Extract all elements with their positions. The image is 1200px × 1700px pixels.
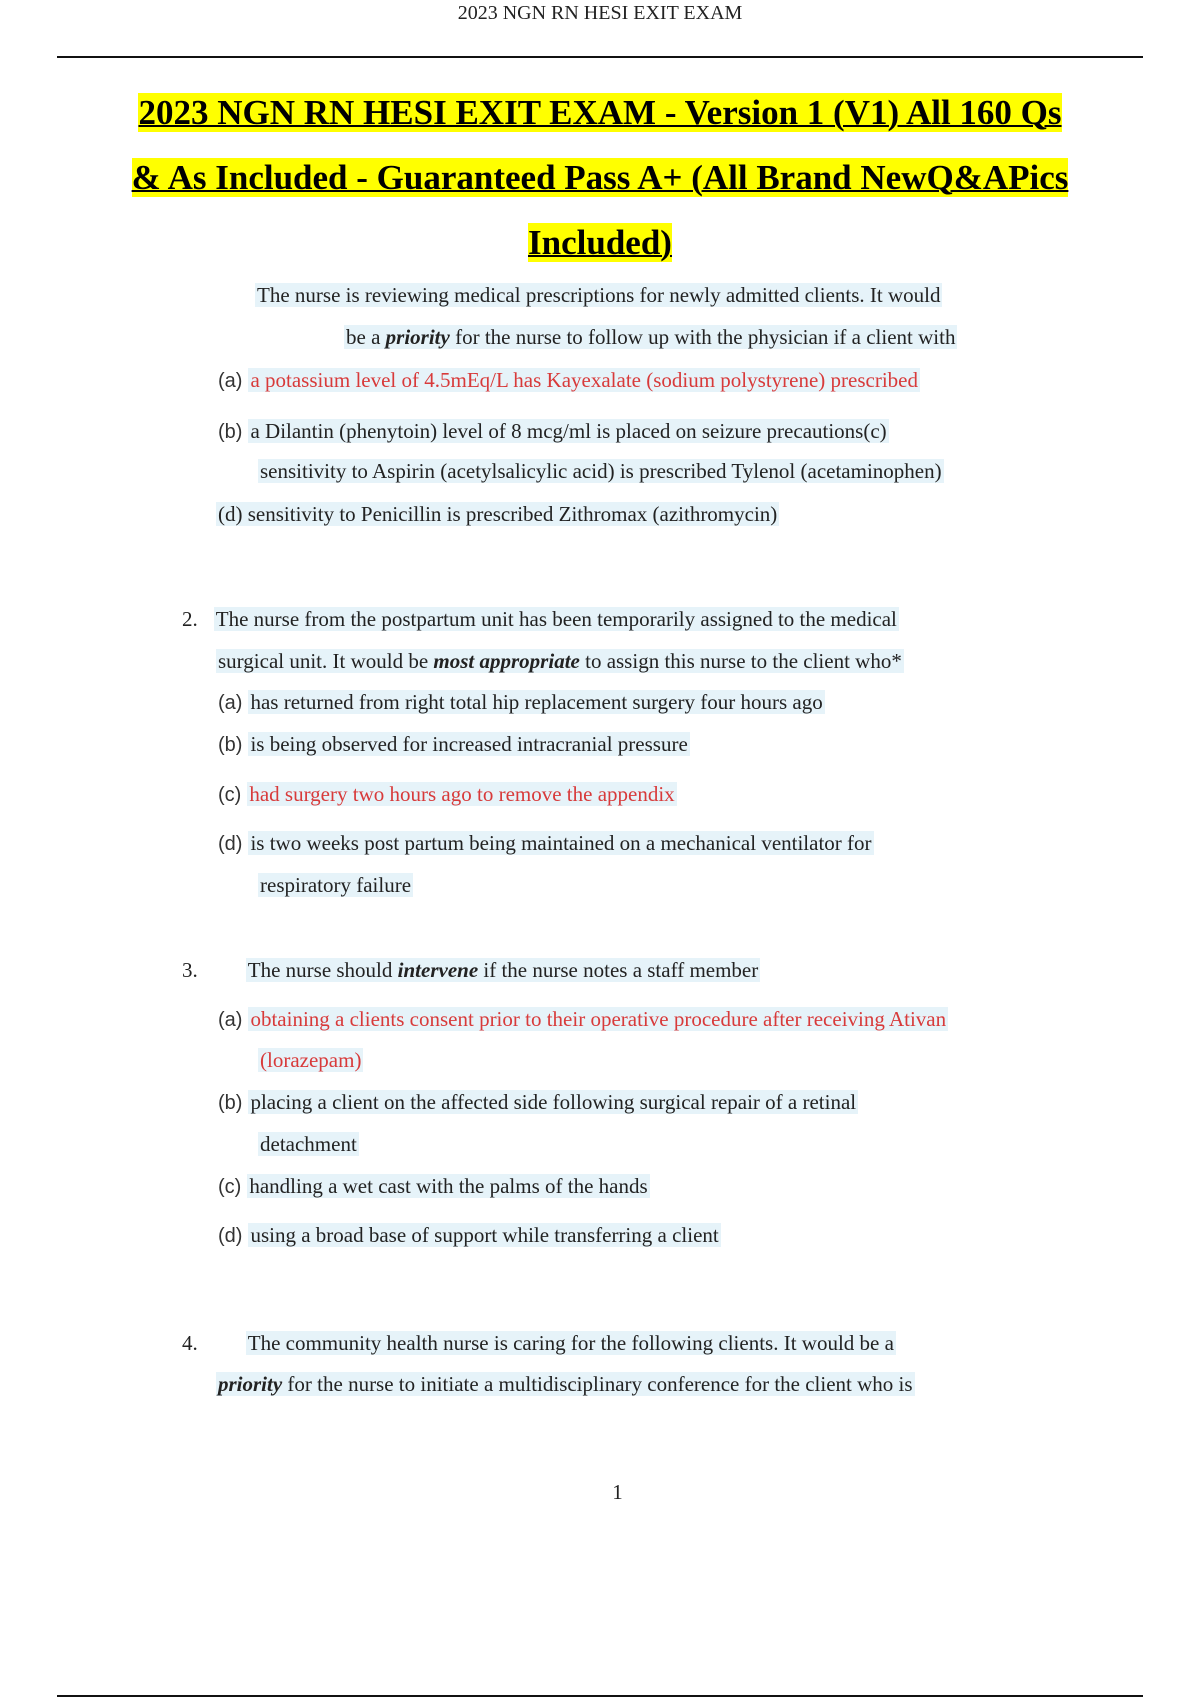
header-rule bbox=[57, 56, 1143, 58]
q2-option-d-continued: respiratory failure bbox=[260, 873, 412, 897]
q1-stem-line-2: be a priority for the nurse to follow up with the physician if a client with bbox=[346, 325, 956, 349]
document-title bbox=[60, 80, 1140, 275]
q1-option-a: (a) a potassium level of 4.5mEq/L has Kayexalate (sodium polystyrene) prescribed bbox=[218, 368, 918, 392]
q3-option-d: (d) using a broad base of support while transferring a client bbox=[218, 1223, 719, 1247]
q2-option-c: (c) had surgery two hours ago to remove the appendix bbox=[218, 782, 675, 806]
running-header: 2023 NGN RN HESI EXIT EXAM bbox=[457, 2, 743, 24]
q3-option-c: (c) handling a wet cast with the palms of the hands bbox=[218, 1174, 648, 1198]
q1-option-b: (b) a Dilantin (phenytoin) level of 8 mcg/ml is placed on seizure precautions(c) bbox=[218, 419, 887, 443]
q4-stem-line-2: priority for the nurse to initiate a multidisciplinary conference for the client who is bbox=[218, 1372, 913, 1396]
q3-option-a: (a) obtaining a clients consent prior to their operative procedure after receiving Ativan bbox=[218, 1007, 947, 1031]
q1-option-c: sensitivity to Aspirin (acetylsalicylic acid) is prescribed Tylenol (acetaminophen) bbox=[260, 459, 942, 483]
q4-stem-line-1: 4. The community health nurse is caring for the following clients. It would be a bbox=[182, 1331, 894, 1355]
page-number: 1 bbox=[612, 1480, 623, 1504]
q1-stem-line-1: The nurse is reviewing medical prescriptions for newly admitted clients. It would bbox=[257, 283, 941, 307]
footer-rule bbox=[57, 1695, 1143, 1697]
title-line-2: & As Included - Guaranteed Pass A+ (All Brand NewQ&APics bbox=[131, 158, 1069, 197]
q2-stem-line-2: surgical unit. It would be most appropriate to assign this nurse to the client who* bbox=[218, 649, 902, 673]
q4-number: 4. bbox=[182, 1331, 198, 1355]
q2-stem-line-1: 2. The nurse from the postpartum unit has been temporarily assigned to the medical bbox=[182, 607, 897, 631]
title-line-1: 2023 NGN RN HESI EXIT EXAM - Version 1 (V1) All 160 Qs bbox=[138, 93, 1062, 132]
q4-emphasis: priority bbox=[218, 1372, 283, 1396]
q3-option-b-continued: detachment bbox=[260, 1132, 357, 1156]
q1-option-d: (d) sensitivity to Penicillin is prescribed Zithromax (azithromycin) bbox=[218, 502, 778, 526]
q3-option-a-continued: (lorazepam) bbox=[260, 1048, 362, 1072]
q1-emphasis: priority bbox=[385, 325, 450, 349]
q2-option-b: (b) is being observed for increased intracranial pressure bbox=[218, 732, 688, 756]
q3-number: 3. bbox=[182, 958, 198, 982]
q2-option-a: (a) has returned from right total hip replacement surgery four hours ago bbox=[218, 690, 823, 714]
q2-emphasis: most appropriate bbox=[433, 649, 580, 673]
q3-emphasis: intervene bbox=[397, 958, 479, 982]
q3-stem: 3. The nurse should intervene if the nurse notes a staff member bbox=[182, 958, 759, 982]
q2-number: 2. bbox=[182, 607, 198, 631]
title-line-3: Included) bbox=[528, 223, 672, 262]
q2-option-d: (d) is two weeks post partum being maintained on a mechanical ventilator for bbox=[218, 831, 872, 855]
q3-option-b: (b) placing a client on the affected side following surgical repair of a retinal bbox=[218, 1090, 857, 1114]
